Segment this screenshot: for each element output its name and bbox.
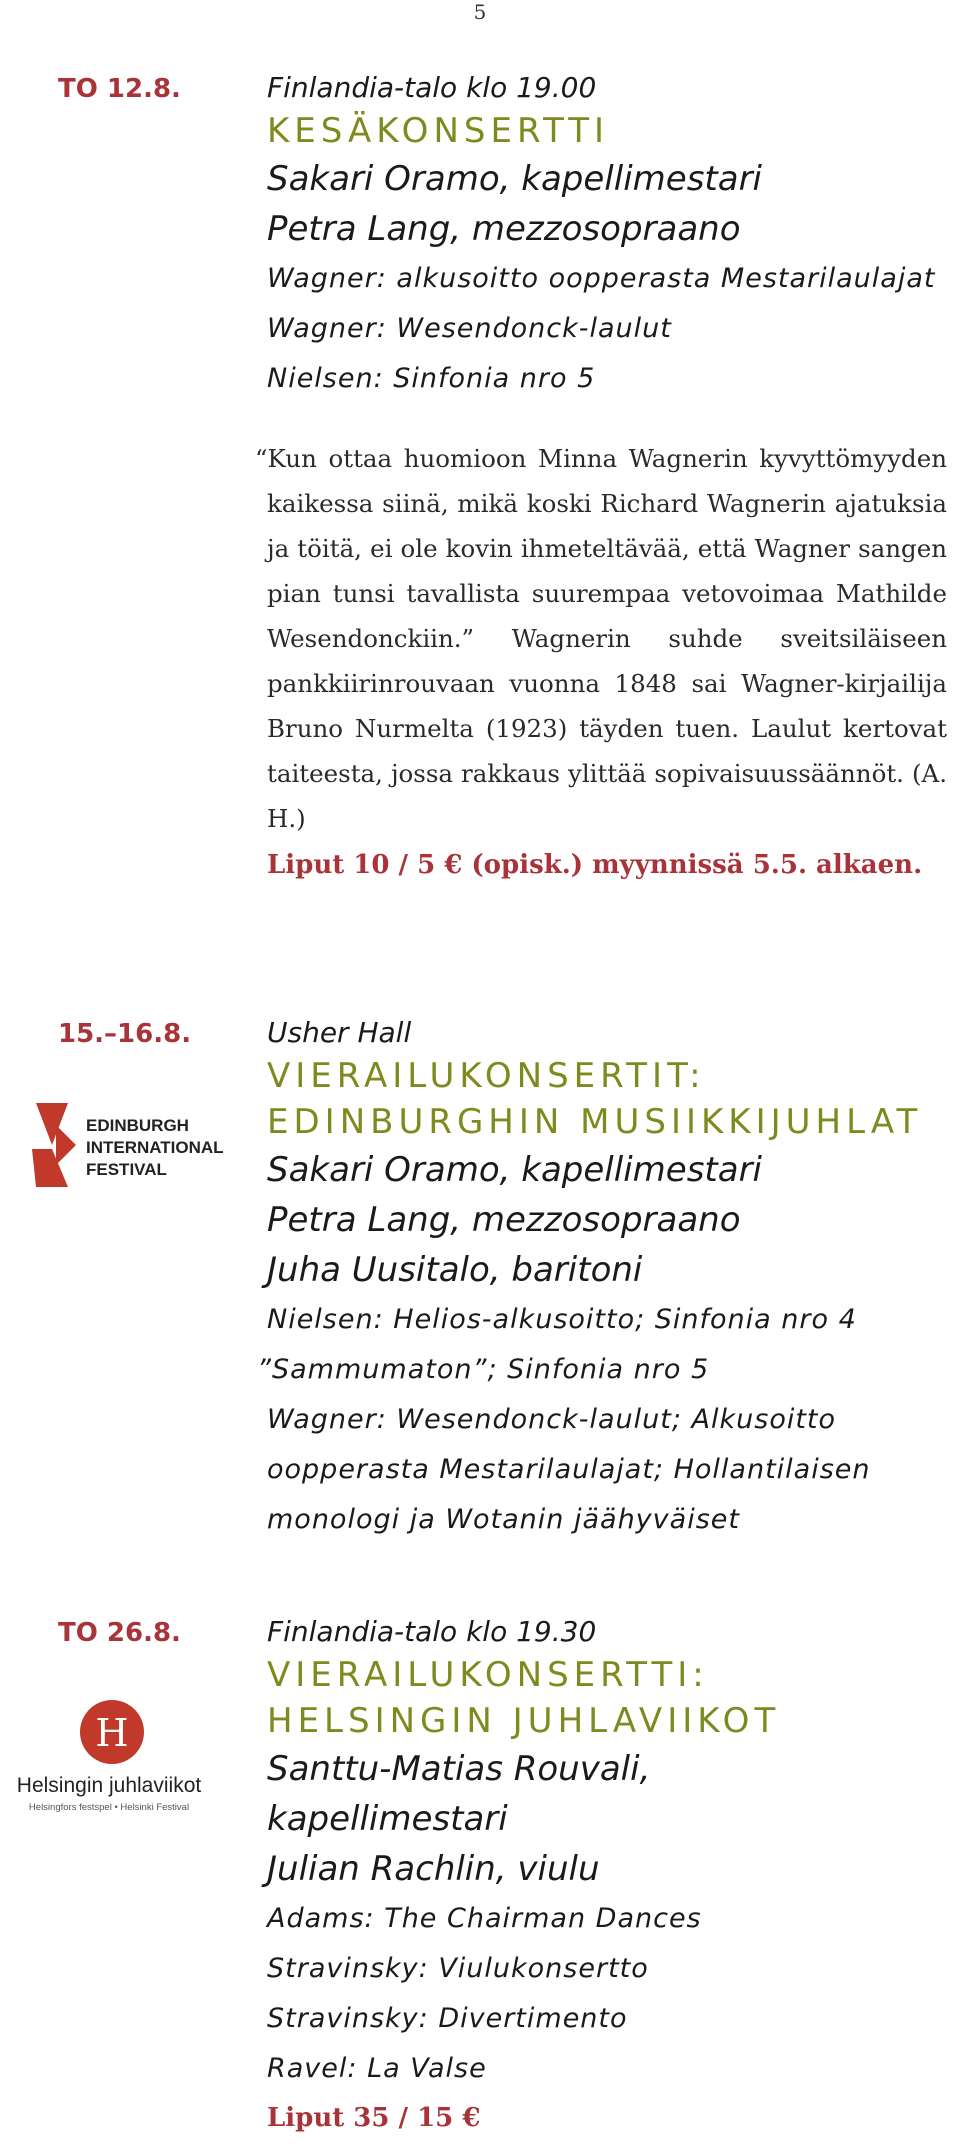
performer: Santtu-Matias Rouvali, [267, 1749, 651, 1789]
event-details [255, 68, 947, 889]
event-venue: Finlandia-talo klo 19.00 [267, 71, 597, 104]
logo-line: EDINBURGH [86, 1116, 189, 1135]
program-item: Wagner: alkusoitto oopperasta Mestarilaulajat [267, 263, 936, 294]
program-item: Nielsen: Helios-alkusoitto; Sinfonia nro 4 [267, 1304, 857, 1335]
performer: Juha Uusitalo, baritoni [267, 1250, 643, 1290]
program-item: ”Sammumaton”; Sinfonia nro 5 [257, 1354, 710, 1385]
ticket-price: Liput 10 / 5 € (opisk.) myynnissä 5.5. alkaen. [267, 850, 923, 880]
event-date: TO 12.8. [58, 74, 181, 104]
logo-letter: H [95, 1711, 129, 1755]
performer: Julian Rachlin, viulu [267, 1849, 600, 1889]
performer: Petra Lang, mezzosopraano [267, 209, 741, 249]
program-item: monologi ja Wotanin jäähyväiset [267, 1504, 740, 1535]
event-details [257, 1013, 947, 1545]
edinburgh-logo-icon [28, 1095, 248, 1195]
event-heading: KESÄKONSERTTI [267, 111, 610, 151]
event-venue: Usher Hall [267, 1016, 412, 1049]
program-item: oopperasta Mestarilaulajat; Hollantilaisen [267, 1454, 871, 1485]
program-item: Wagner: Wesendonck-laulut; Alkusoitto [267, 1404, 837, 1435]
helsinki-logo-icon [4, 1694, 214, 1824]
event-venue: Finlandia-talo klo 19.30 [267, 1615, 597, 1648]
program-item: Stravinsky: Divertimento [267, 2003, 628, 2034]
event-description: “Kun ottaa huomioon Minna Wagnerin kyvyttömyyden kaikessa siinä, mikä koski Richard Wagnerin ajatuksia ja töitä, ei ole kovin ihmeteltävää, että Wagner sangen pian tunsi tavallista suurempaa vetovoimaa Mathilde Wesendonckiin.” Wagnerin suhde sveitsiläiseen pankkiirinrouvaan vuonna 1848 sai Wagner-kirjailija Bruno Nurmelta (1923) täyden tuen. Laulut kertovat taiteesta, jossa rakkaus ylittää sopivaisuussäännöt. (A. H.) [255, 444, 947, 833]
logo-line: INTERNATIONAL [86, 1138, 224, 1157]
program-item: Nielsen: Sinfonia nro 5 [267, 363, 596, 394]
event-date: 15.–16.8. [58, 1019, 192, 1049]
logo-tagline: Helsingfors festspel • Helsinki Festival [28, 1802, 190, 1813]
event-heading: VIERAILUKONSERTTI: [267, 1655, 709, 1695]
performer: Sakari Oramo, kapellimestari [267, 1150, 762, 1190]
page-number: 5 [473, 0, 487, 24]
event-details [267, 1612, 947, 2142]
event-heading: HELSINGIN JUHLAVIIKOT [267, 1701, 781, 1741]
program-item: Stravinsky: Viulukonsertto [267, 1953, 649, 1984]
event-heading: EDINBURGHIN MUSIIKKIJUHLAT [267, 1102, 923, 1142]
program-item: Adams: The Chairman Dances [267, 1903, 702, 1934]
performer: Petra Lang, mezzosopraano [267, 1200, 741, 1240]
helsinki-festival-logo [4, 1694, 214, 1824]
logo-name: Helsingin juhlaviikot [16, 1774, 202, 1797]
performer: Sakari Oramo, kapellimestari [267, 159, 762, 199]
performer: kapellimestari [267, 1799, 508, 1839]
program-item: Wagner: Wesendonck-laulut [267, 313, 672, 344]
event-date: TO 26.8. [58, 1618, 181, 1648]
edinburgh-festival-logo [28, 1095, 248, 1195]
event-heading: VIERAILUKONSERTIT: [267, 1056, 706, 1096]
logo-line: FESTIVAL [86, 1160, 167, 1179]
program-item: Ravel: La Valse [267, 2053, 487, 2084]
ticket-price: Liput 35 / 15 € [267, 2103, 481, 2133]
